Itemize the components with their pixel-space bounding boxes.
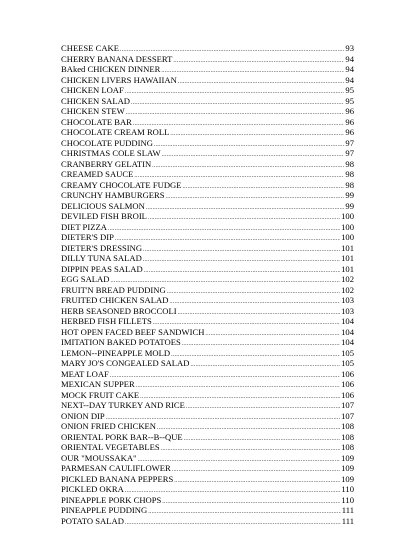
entry-title: FRUIT'N BREAD PUDDING: [61, 284, 166, 295]
entry-title: ORIENTAL VEGETABLES: [61, 442, 160, 452]
index-entry: [61, 442, 354, 453]
entry-title: CREAMY CHOCOLATE FUDGE: [61, 179, 182, 190]
index-entry: [61, 159, 354, 170]
index-entry: [61, 306, 354, 317]
entry-page-number: 104: [341, 326, 354, 337]
entry-title: CHOCOLATE CREAM ROLL: [61, 127, 170, 137]
dot-leader: [148, 213, 340, 224]
entry-title: CHICKEN LOAF: [61, 85, 124, 95]
dot-leader: [173, 56, 344, 67]
index-entry: [61, 274, 354, 285]
index-entry: [61, 243, 354, 254]
entry-title: DILLY TUNA SALAD: [61, 253, 142, 263]
dot-leader: [146, 203, 345, 214]
entry-title: CHICKEN SALAD: [61, 95, 130, 106]
index-entry: [61, 295, 354, 306]
index-entry: [61, 138, 354, 149]
entry-page-number: 94: [345, 53, 354, 64]
index-entry: [61, 85, 354, 96]
index-entry: [61, 264, 354, 275]
entry-title: HERBED FISH FILLETS: [61, 316, 152, 326]
dot-leader: [184, 434, 340, 445]
entry-title: DIETER'S DIP: [61, 232, 114, 242]
index-entry: [61, 148, 354, 159]
entry-title: FRUITED CHICKEN SALAD: [61, 295, 169, 305]
entry-title: DELICIOUS SALMON: [61, 200, 145, 211]
dot-leader: [157, 423, 340, 434]
index-entry: [61, 75, 354, 86]
entry-page-number: 106: [341, 368, 354, 379]
entry-page-number: 103: [341, 295, 354, 305]
entry-page-number: 97: [345, 137, 354, 148]
entry-title: DEVILED FISH BROIL: [61, 211, 147, 221]
index-entry: [61, 316, 354, 327]
index-entry: [61, 358, 354, 369]
index-entry: [61, 43, 354, 54]
entry-page-number: 98: [345, 179, 354, 190]
entry-page-number: 96: [345, 116, 354, 127]
index-entry: [61, 495, 354, 506]
index-entry: [61, 390, 354, 401]
entry-title: MEAT LOAF: [61, 368, 109, 379]
index-entry: [61, 64, 354, 75]
entry-title: POTATO SALAD: [61, 515, 124, 526]
entry-title: CRANBERRY GELATIN: [61, 158, 152, 169]
entry-page-number: 110: [341, 484, 354, 494]
entry-page-number: 98: [345, 169, 354, 179]
entry-page-number: 101: [341, 253, 354, 263]
entry-page-number: 101: [341, 242, 354, 253]
entry-page-number: 97: [345, 148, 354, 158]
entry-title: ORIENTAL PORK BAR--B--QUE: [61, 431, 183, 442]
entry-title: CHICKEN STEW: [61, 106, 125, 116]
index-entry: [61, 232, 354, 243]
entry-title: PICKLED BANANA PEPPERS: [61, 473, 174, 484]
index-entry: [61, 201, 354, 212]
index-entry: [61, 516, 354, 527]
entry-title: PINEAPPLE PORK CHOPS: [61, 494, 162, 505]
entry-title: OUR "MOUSSAKA": [61, 452, 137, 463]
index-entry: [61, 222, 354, 233]
entry-title: MOCK FRUIT CAKE: [61, 389, 140, 400]
entry-title: CHICKEN LIVERS HAWAIIAN: [61, 74, 177, 85]
index-entry: [61, 484, 354, 495]
entry-page-number: 105: [341, 358, 354, 368]
entry-title: CREAMED SAUCE: [61, 169, 134, 179]
dot-leader: [178, 77, 345, 88]
entry-page-number: 107: [341, 410, 354, 421]
entry-page-number: 100: [341, 232, 354, 242]
index-entry: [61, 285, 354, 296]
index-entry: [61, 180, 354, 191]
dot-leader: [108, 224, 340, 235]
recipe-index-list: [61, 43, 354, 526]
dot-leader: [169, 297, 340, 308]
entry-page-number: 102: [341, 274, 354, 284]
index-entry: [61, 474, 354, 485]
entry-title: HERB SEASONED BROCCOLI: [61, 305, 177, 316]
entry-page-number: 101: [341, 263, 354, 274]
entry-title: CHRISTMAS COLE SLAW: [61, 148, 161, 158]
entry-title: ONION FRIED CHICKEN: [61, 421, 157, 431]
entry-title: PICKLED OKRA: [61, 484, 124, 494]
entry-page-number: 96: [345, 106, 354, 116]
entry-page-number: 111: [341, 505, 354, 515]
dot-leader: [126, 108, 345, 119]
entry-page-number: 104: [341, 316, 354, 326]
entry-page-number: 105: [341, 347, 354, 358]
index-entry: [61, 211, 354, 222]
entry-page-number: 106: [341, 389, 354, 400]
entry-title: PINEAPPLE PUDDING: [61, 505, 148, 515]
entry-page-number: 94: [345, 74, 354, 85]
entry-title: CHERRY BANANA DESSERT: [61, 53, 173, 64]
dot-leader: [182, 339, 340, 350]
dot-leader: [110, 371, 340, 382]
index-entry: [61, 169, 354, 180]
dot-leader: [205, 329, 340, 340]
entry-title: CHOCOLATE BAR: [61, 116, 132, 127]
entry-page-number: 93: [345, 43, 354, 53]
entry-page-number: 106: [341, 379, 354, 389]
dot-leader: [143, 245, 340, 256]
dot-leader: [182, 182, 344, 193]
entry-page-number: 95: [345, 95, 354, 106]
entry-title: CHEESE CAKE: [61, 43, 120, 53]
entry-page-number: 100: [341, 211, 354, 221]
entry-page-number: 109: [341, 463, 354, 473]
index-entry: [61, 327, 354, 338]
dot-leader: [115, 234, 340, 245]
dot-leader: [172, 465, 340, 476]
dot-leader: [125, 87, 345, 98]
entry-title: CRUNCHY HAMBURGERS: [61, 190, 165, 200]
entry-page-number: 111: [341, 515, 354, 526]
entry-page-number: 102: [341, 284, 354, 295]
entry-page-number: 108: [341, 431, 354, 442]
entry-title: EGG SALAD: [61, 274, 110, 284]
dot-leader: [144, 266, 340, 277]
entry-page-number: 103: [341, 305, 354, 316]
dot-leader: [125, 518, 341, 529]
entry-page-number: 99: [345, 200, 354, 211]
dot-leader: [162, 497, 340, 508]
entry-page-number: 98: [345, 158, 354, 169]
entry-title: DIETER'S DRESSING: [61, 242, 143, 253]
index-entry: [61, 106, 354, 117]
entry-page-number: 109: [341, 473, 354, 484]
dot-leader: [178, 308, 341, 319]
entry-title: HOT OPEN FACED BEEF SANDWICH: [61, 326, 205, 337]
dot-leader: [154, 140, 345, 151]
index-entry: [61, 96, 354, 107]
index-entry: [61, 253, 354, 264]
entry-page-number: 107: [341, 400, 354, 410]
entry-title: IMITATION BAKED POTATOES: [61, 337, 181, 347]
dot-leader: [170, 129, 344, 140]
entry-page-number: 99: [345, 190, 354, 200]
index-entry: [61, 337, 354, 348]
entry-page-number: 100: [341, 221, 354, 232]
index-entry: [61, 421, 354, 432]
index-entry: [61, 411, 354, 422]
entry-title: PARMESAN CAULIFLOWER: [61, 463, 171, 473]
dot-leader: [143, 255, 340, 266]
entry-title: LEMON--PINEAPPLE MOLD: [61, 347, 171, 358]
dot-leader: [174, 476, 340, 487]
dot-leader: [161, 66, 344, 77]
index-entry: [61, 453, 354, 464]
dot-leader: [131, 98, 344, 109]
entry-title: BAked CHICKEN DINNER: [61, 64, 161, 74]
index-entry: [61, 463, 354, 474]
entry-page-number: 96: [345, 127, 354, 137]
index-entry: [61, 432, 354, 443]
dot-leader: [190, 360, 340, 371]
entry-page-number: 108: [341, 442, 354, 452]
index-entry: [61, 190, 354, 201]
index-entry: [61, 54, 354, 65]
dot-leader: [161, 444, 340, 455]
dot-leader: [136, 381, 340, 392]
entry-title: CHOCOLATE PUDDING: [61, 137, 153, 148]
entry-title: DIPPIN PEAS SALAD: [61, 263, 143, 274]
entry-title: MARY JO'S CONGEALED SALAD: [61, 358, 190, 368]
index-entry: [61, 379, 354, 390]
entry-page-number: 95: [345, 85, 354, 95]
dot-leader: [152, 161, 344, 172]
index-entry: [61, 348, 354, 359]
entry-page-number: 110: [341, 494, 354, 505]
dot-leader: [148, 507, 341, 518]
dot-leader: [186, 402, 340, 413]
entry-page-number: 94: [345, 64, 354, 74]
entry-page-number: 108: [341, 421, 354, 431]
entry-page-number: 104: [341, 337, 354, 347]
dot-leader: [171, 350, 340, 361]
entry-title: DIET PIZZA: [61, 221, 107, 232]
entry-title: MEXICAN SUPPER: [61, 379, 135, 389]
entry-title: ONION DIP: [61, 410, 105, 421]
index-entry: [61, 117, 354, 128]
entry-title: NEXT--DAY TURKEY AND RICE: [61, 400, 185, 410]
dot-leader: [167, 287, 340, 298]
index-entry: [61, 369, 354, 380]
index-entry: [61, 505, 354, 516]
index-entry: [61, 127, 354, 138]
index-entry: [61, 400, 354, 411]
entry-page-number: 109: [341, 452, 354, 463]
dot-leader: [162, 150, 345, 161]
dot-leader: [166, 192, 345, 203]
